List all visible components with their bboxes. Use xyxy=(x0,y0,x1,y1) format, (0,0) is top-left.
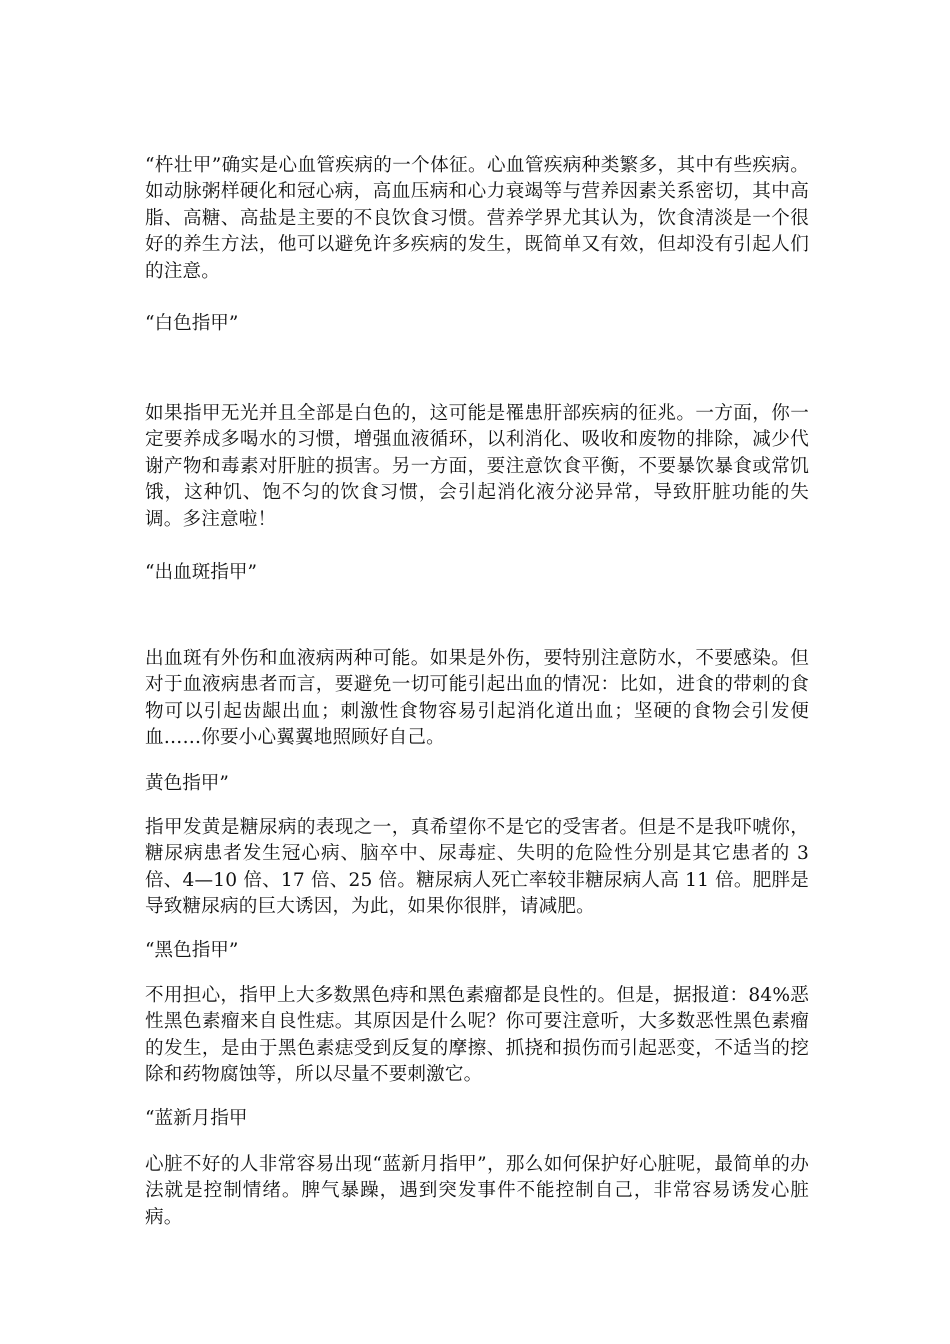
heading-bleeding-spot-nail: “出血斑指甲” xyxy=(145,562,257,583)
paragraph-yellow-nail: 指甲发黄是糖尿病的表现之一，真希望你不是它的受害者。但是不是我吓唬你，糖尿病患者发生冠心病、脑卒中、尿毒症、失明的危险性分别是其它患者的 3 倍、4—10 倍、17 倍、25 倍。糖尿病人死亡率较非糖尿病人高 11 倍。肥胖是导致糖尿病的巨大诱因，为此，如果你很胖，请减肥。 xyxy=(145,817,809,918)
paragraph-black-nail: 不用担心，指甲上大多数黑色痔和黑色素瘤都是良性的。但是，据报道：84%恶性黑色素瘤来自良性痣。其原因是什么呢？你可要注意听，大多数恶性黑色素瘤的发生，是由于黑色素痣受到反复的摩擦、抓挠和损伤而引起恶变，不适当的挖除和药物腐蚀等，所以尽量不要刺激它。 xyxy=(145,985,809,1086)
paragraph-stout-nail: “杵壮甲”确实是心血管疾病的一个体征。心血管疾病种类繁多，其中有些疾病。如动脉粥样硬化和冠心病，高血压病和心力衰竭等与营养因素关系密切，其中高脂、高糖、高盐是主要的不良饮食习惯。营养学界尤其认为，饮食清淡是一个很好的养生方法，他可以避免许多疾病的发生，既简单又有效，但却没有引起人们的注意。 xyxy=(145,155,809,282)
heading-blue-crescent-nail: “蓝新月指甲 xyxy=(145,1108,248,1129)
paragraph-blue-crescent-nail: 心脏不好的人非常容易出现“蓝新月指甲”，那么如何保护好心脏呢，最简单的办法就是控制情绪。脾气暴躁，遇到突发事件不能控制自己，非常容易诱发心脏病。 xyxy=(145,1154,809,1228)
paragraph-bleeding-spot-nail: 出血斑有外伤和血液病两种可能。如果是外伤，要特别注意防水，不要感染。但对于血液病患者而言，要避免一切可能引起出血的情况：比如，进食的带刺的食物可以引起齿龈出血；刺激性食物容易引起消化道出血；坚硬的食物会引发便血……你要小心翼翼地照顾好自己。 xyxy=(145,648,809,749)
heading-black-nail: “黑色指甲” xyxy=(145,940,239,961)
paragraph-white-nail: 如果指甲无光并且全部是白色的，这可能是罹患肝部疾病的征兆。一方面，你一定要养成多喝水的习惯，增强血液循环，以利消化、吸收和废物的排除，减少代谢产物和毒素对肝脏的损害。另一方面，要注意饮食平衡，不要暴饮暴食或常饥饿，这种饥、饱不匀的饮食习惯，会引起消化液分泌异常，导致肝脏功能的失调。多注意啦！ xyxy=(145,403,809,530)
heading-yellow-nail: 黄色指甲” xyxy=(145,773,229,794)
heading-white-nail: “白色指甲” xyxy=(145,313,239,334)
